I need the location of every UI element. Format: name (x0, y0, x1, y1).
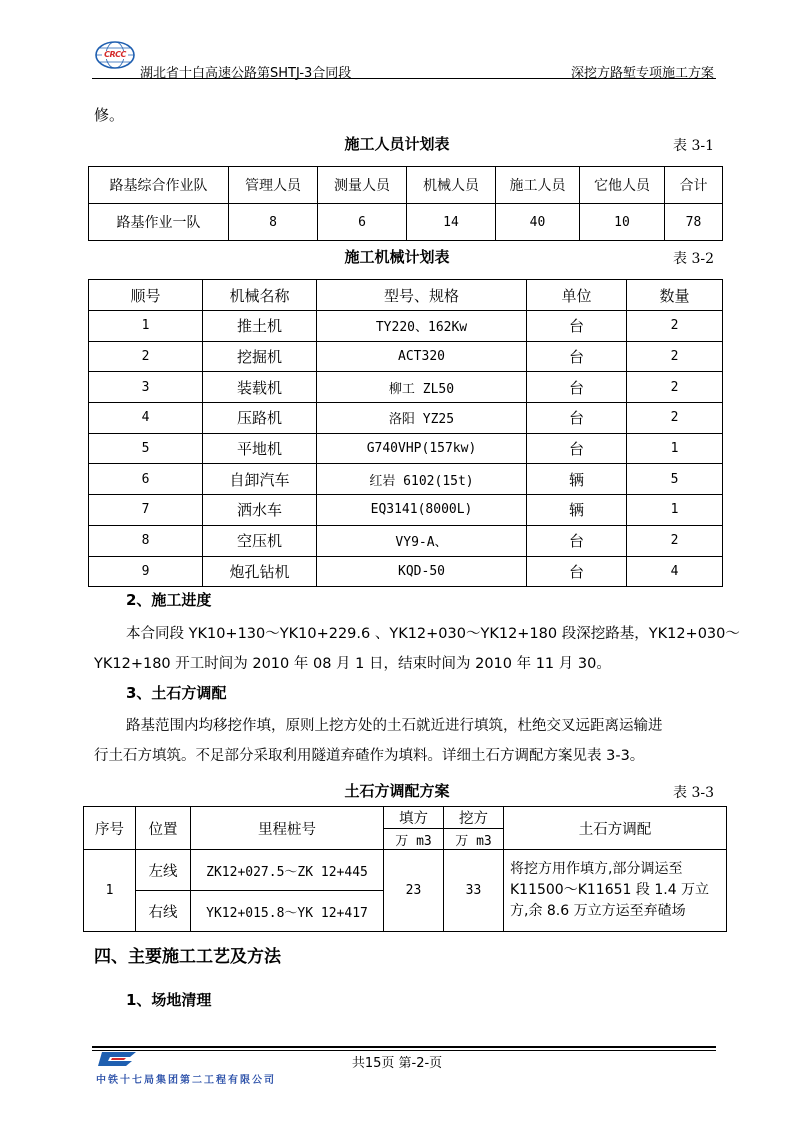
table-row (89, 525, 723, 556)
table-cell: 6 (318, 204, 407, 241)
table-cell: 推土机 (203, 311, 317, 342)
table-cell: 红岩 6102(15t) (317, 464, 527, 495)
header-left-text: 湖北省十白高速公路第SHTJ-3合同段 (140, 66, 352, 81)
table-header-row (89, 280, 723, 311)
footer-rule (92, 1050, 716, 1051)
header-rule (92, 78, 716, 79)
table-cell: 装载机 (203, 372, 317, 403)
table-header-cell: 序号 (84, 807, 136, 850)
paragraph-line: 本合同段 YK10+130～YK10+229.6 、YK12+030～YK12+180 段深挖路基，YK12+030～ (126, 626, 740, 642)
allocation-line: K11500～K11651 段 1.4 万立 (510, 882, 710, 898)
page-number: 共15页 第-2-页 (351, 1056, 443, 1071)
table-header-cell: 管理人员 (229, 167, 318, 204)
table-row (89, 556, 723, 587)
table-cell: 台 (527, 341, 627, 372)
table-cell: 5 (627, 464, 723, 495)
table1-title: 施工人员计划表 (344, 135, 450, 153)
table-cell: 台 (527, 311, 627, 342)
header-right-text: 深挖方路堑专项施工方案 (570, 66, 714, 81)
paragraph-line: YK12+180 开工时间为 2010 年 08 月 1 日，结束时间为 2010 年 11 月 30。 (94, 656, 611, 672)
table-cell: 33 (444, 850, 504, 932)
table-cell: 40 (496, 204, 580, 241)
table-header-cell: 里程桩号 (191, 807, 384, 850)
section-heading: 2、施工进度 (126, 591, 212, 609)
company-logo-icon (96, 1046, 144, 1070)
table-row (89, 464, 723, 495)
table-cell: 10 (580, 204, 665, 241)
table-cell: 右线 (136, 891, 191, 932)
table-cell: 2 (627, 372, 723, 403)
table-cell: 炮孔钻机 (203, 556, 317, 587)
table-cell: 左线 (136, 850, 191, 891)
table2-title: 施工机械计划表 (344, 248, 450, 266)
table-header-cell: 万 m3 (384, 829, 444, 850)
table-cell: TY220、162Kw (317, 311, 527, 342)
footer-rule (92, 1046, 716, 1048)
paragraph-line: 行土石方填筑。不足部分采取利用隧道弃碴作为填料。详细土石方调配方案见表 3-3。 (94, 748, 645, 764)
table-cell: 4 (627, 556, 723, 587)
table-cell: KQD-50 (317, 556, 527, 587)
table3-number: 表 3-3 (673, 785, 714, 801)
table-cell: 8 (229, 204, 318, 241)
table-cell: 1 (89, 311, 203, 342)
table-cell (504, 850, 727, 932)
paragraph-line: 路基范围内均移挖作填，原则上挖方处的土石就近进行填筑，杜绝交叉远距离运输进 (126, 718, 663, 734)
allocation-line: 方,余 8.6 万立方运至弃碴场 (510, 903, 686, 919)
table-cell: 平地机 (203, 433, 317, 464)
table2-number: 表 3-2 (673, 251, 714, 267)
table-header-cell: 机械人员 (407, 167, 496, 204)
table-cell: G740VHP(157kw) (317, 433, 527, 464)
table-header-cell: 数量 (627, 280, 723, 311)
table-cell: 路基作业一队 (89, 204, 229, 241)
table-cell: 压路机 (203, 403, 317, 434)
table-cell: 5 (89, 433, 203, 464)
table-header-cell: 单位 (527, 280, 627, 311)
logo-text: CRCC (104, 50, 126, 59)
company-logo (96, 1046, 144, 1070)
table-cell: 8 (89, 525, 203, 556)
personnel-table (88, 166, 723, 241)
table-cell: 2 (627, 525, 723, 556)
table-header-cell: 测量人员 (318, 167, 407, 204)
header-logo (94, 40, 136, 70)
table1-number: 表 3-1 (673, 138, 714, 154)
table-cell: 台 (527, 372, 627, 403)
table-cell: 洒水车 (203, 495, 317, 526)
intro-fragment: 修。 (94, 106, 125, 124)
table-row (89, 433, 723, 464)
table-row (89, 372, 723, 403)
table-cell: ZK12+027.5～ZK 12+445 (191, 850, 384, 891)
table-cell: 台 (527, 403, 627, 434)
table-cell: 挖掘机 (203, 341, 317, 372)
table-cell: 9 (89, 556, 203, 587)
table-cell: 3 (89, 372, 203, 403)
table-cell: 辆 (527, 495, 627, 526)
table-header-cell: 万 m3 (444, 829, 504, 850)
table-cell: 2 (89, 341, 203, 372)
table-cell: 柳工 ZL50 (317, 372, 527, 403)
table-cell: 4 (89, 403, 203, 434)
table-header-cell: 顺号 (89, 280, 203, 311)
table-header-cell: 它他人员 (580, 167, 665, 204)
table-header-cell: 机械名称 (203, 280, 317, 311)
section-heading: 3、土石方调配 (126, 684, 227, 702)
table-cell: 23 (384, 850, 444, 932)
table-cell: 78 (665, 204, 723, 241)
table-row (89, 495, 723, 526)
company-name: 中铁十七局集团第二工程有限公司 (96, 1075, 276, 1086)
machinery-table (88, 279, 723, 587)
table-header-cell: 位置 (136, 807, 191, 850)
table3-title: 土石方调配方案 (344, 782, 450, 800)
table-cell: 自卸汽车 (203, 464, 317, 495)
table-cell: 2 (627, 311, 723, 342)
table-header-cell: 路基综合作业队 (89, 167, 229, 204)
table-header-cell: 土石方调配 (504, 807, 727, 850)
table-header-cell: 挖方 (444, 807, 504, 829)
table-cell: 台 (527, 525, 627, 556)
earthwork-table (83, 806, 727, 932)
table-header-cell: 型号、规格 (317, 280, 527, 311)
table-row (89, 311, 723, 342)
table-header-cell: 填方 (384, 807, 444, 829)
table-cell: YK12+015.8～YK 12+417 (191, 891, 384, 932)
table-header-cell: 合计 (665, 167, 723, 204)
table-header-row (84, 807, 727, 829)
table-header-cell: 施工人员 (496, 167, 580, 204)
table-cell: VY9-A、 (317, 525, 527, 556)
table-cell: 1 (84, 850, 136, 932)
chapter-heading: 四、主要施工工艺及方法 (94, 947, 281, 967)
section-heading: 1、场地清理 (126, 991, 212, 1009)
table-cell: 2 (627, 403, 723, 434)
table-cell: 台 (527, 556, 627, 587)
table-cell: 2 (627, 341, 723, 372)
table-cell: EQ3141(8000L) (317, 495, 527, 526)
table-cell: 洛阳 YZ25 (317, 403, 527, 434)
table-cell: 台 (527, 433, 627, 464)
table-cell: 7 (89, 495, 203, 526)
table-row (89, 341, 723, 372)
allocation-line: 将挖方用作填方,部分调运至 (510, 861, 683, 877)
table-row (89, 403, 723, 434)
table-cell: 14 (407, 204, 496, 241)
table-cell: 空压机 (203, 525, 317, 556)
table-cell: 1 (627, 495, 723, 526)
table-cell: 6 (89, 464, 203, 495)
table-row (89, 204, 723, 241)
table-cell: ACT320 (317, 341, 527, 372)
table-row (84, 850, 727, 891)
table-cell: 1 (627, 433, 723, 464)
table-header-row (89, 167, 723, 204)
table-cell: 辆 (527, 464, 627, 495)
